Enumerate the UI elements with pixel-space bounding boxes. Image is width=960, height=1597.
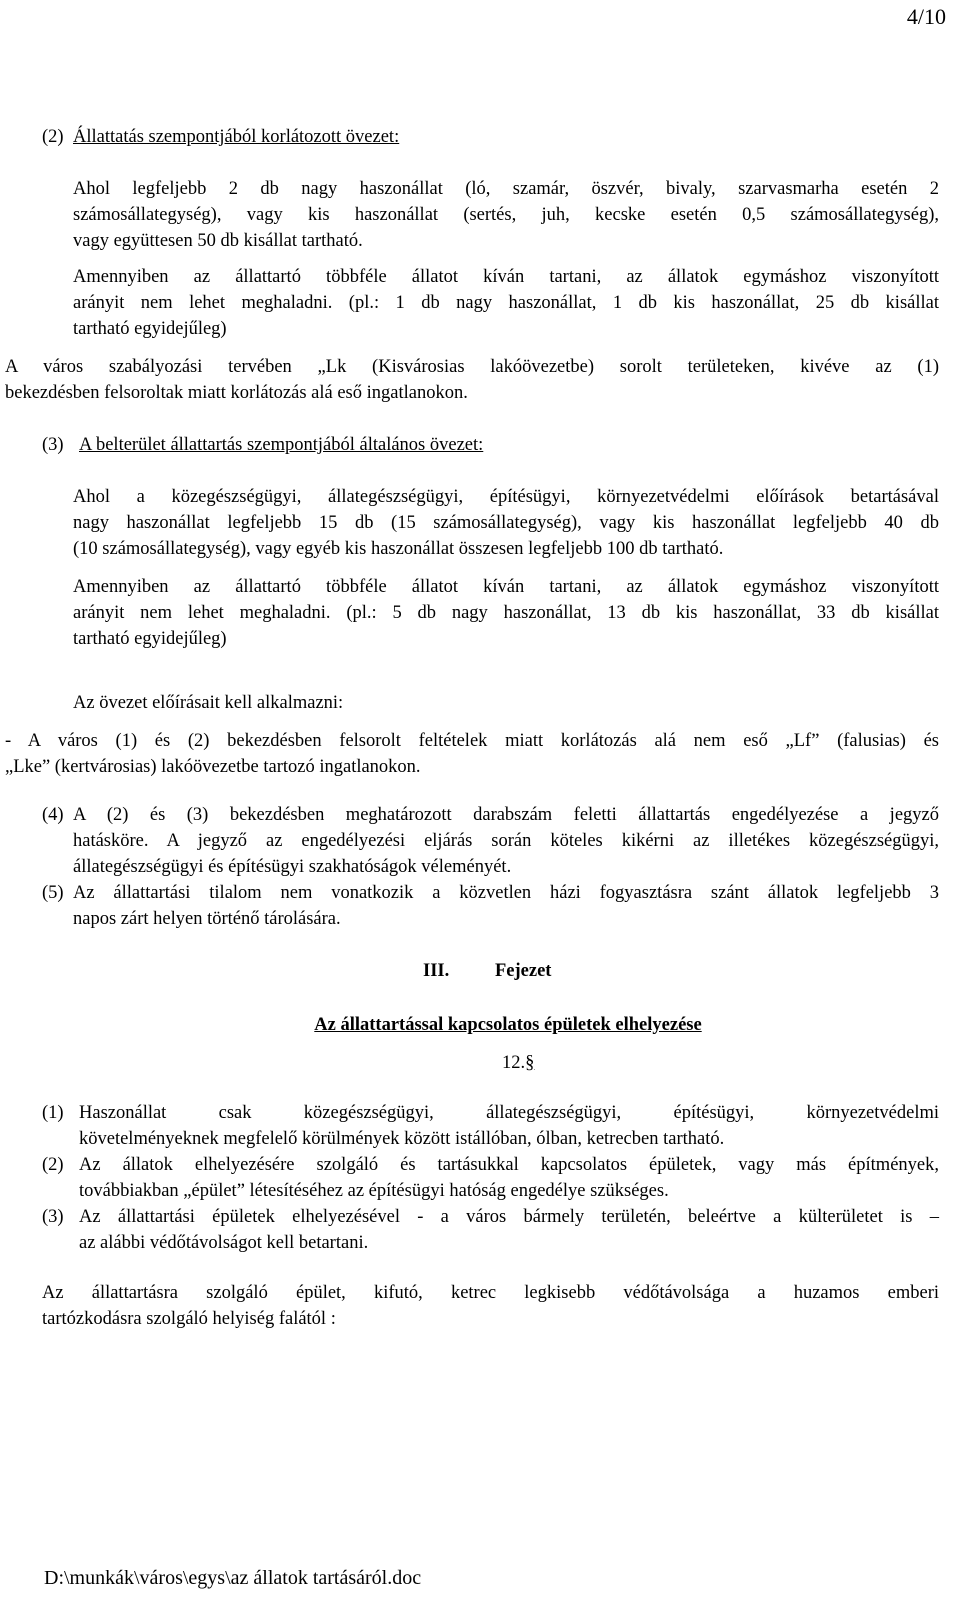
item-1-line-2: követelményeknek megfelelő körülmények között istállóban, ólban, ketrecben tartható. (79, 1129, 725, 1149)
chapter-title: Fejezet (495, 961, 552, 981)
chapter-roman-numeral: III. (423, 961, 450, 981)
section-5-number: (5) (42, 883, 64, 903)
page-number: 4/10 (906, 4, 946, 29)
section-2-p3-line-1: A város szabályozási tervében „Lk (Kisvárosias lakóövezetbe) sorolt területeken, kivéve az (1) (5, 357, 939, 377)
section-3-heading: A belterület állattartás szempontjából általános övezet: (79, 435, 484, 455)
section-3-dash-line-2: „Lke” (kertvárosias) lakóövezetbe tartozó ingatlanokon. (5, 757, 421, 777)
section-5-line-1: Az állattartási tilalom nem vonatkozik a közvetlen házi fogyasztásra szánt állatok legfeljebb 3 (73, 883, 939, 903)
section-3-p1-line-2: nagy haszonállat legfeljebb 15 db (15 számosállategység), vagy kis haszonállat legfeljebb 40 db (73, 513, 939, 533)
section-3-p2-line-3: tartható egyidejűleg) (73, 629, 227, 649)
section-2-p3-line-2: bekezdésben felsoroltak miatt korlátozás alá eső ingatlanokon. (5, 383, 468, 403)
section-2-p2-line-1: Amennyiben az állattartó többféle állatot kíván tartani, az állatok egymáshoz viszonyított (73, 267, 939, 287)
section-2-p1-line-3: vagy együttesen 50 db kisállat tartható. (73, 231, 363, 251)
section-3-apply-heading: Az övezet előírásait kell alkalmazni: (73, 693, 344, 713)
section-2-p1-line-1: Ahol legfeljebb 2 db nagy haszonállat (ló, szamár, öszvér, bivaly, szarvasmarha esetén 2 (73, 179, 939, 199)
section-4-number: (4) (42, 805, 64, 825)
section-2-p1-line-2: számosállategység), vagy kis haszonállat (sertés, juh, kecske esetén 0,5 számosállategység), (73, 205, 939, 225)
section-3-number: (3) (42, 435, 64, 455)
section-2-number: (2) (42, 127, 64, 147)
section-2-p2-line-3: tartható egyidejűleg) (73, 319, 227, 339)
paragraph-number (502, 1050, 534, 1076)
item-3-number: (3) (42, 1207, 64, 1227)
section-2-p2-line-2: arányit nem lehet meghaladni. (pl.: 1 db nagy haszonállat, 1 db kis haszonállat, 25 db kisállat (73, 293, 939, 313)
section-3-p1-line-3: (10 számosállategység), vagy egyéb kis haszonállat összesen legfeljebb 100 db tartható. (73, 539, 724, 559)
closing-line-2: tartózkodásra szolgáló helyiség falától : (42, 1309, 336, 1329)
item-2-number: (2) (42, 1155, 64, 1175)
item-1-line-1: Haszonállat csak közegészségügyi, állategészségügyi, építésügyi, környezetvédelmi (79, 1103, 939, 1123)
section-3-p2-line-1: Amennyiben az állattartó többféle állatot kíván tartani, az állatok egymáshoz viszonyított (73, 577, 939, 597)
section-2-heading: Állattatás szempontjából korlátozott övezet: (73, 127, 400, 147)
item-1-number: (1) (42, 1103, 64, 1123)
section-3-p1-line-1: Ahol a közegészségügyi, állategészségügyi, építésügyi, környezetvédelmi előírások betartásával (73, 487, 939, 507)
paragraph-number-value: 12. (502, 1053, 526, 1073)
section-4-line-3: állategészségügyi és építésügyi szakhatóságok véleményét. (73, 857, 512, 877)
closing-line-1: Az állattartásra szolgáló épület, kifutó, ketrec legkisebb védőtávolsága a huzamos emberi (42, 1283, 939, 1303)
section-4-line-1: A (2) és (3) bekezdésben meghatározott darabszám feletti állattartás engedélyezése a jegyző (73, 805, 939, 825)
item-2-line-1: Az állatok elhelyezésére szolgáló és tartásukkal kapcsolatos épületek, vagy más építmények, (79, 1155, 939, 1175)
section-3-p2-line-2: arányit nem lehet meghaladni. (pl.: 5 db nagy haszonállat, 13 db kis haszonállat, 33 db kisállat (73, 603, 939, 623)
section-4-line-2: hatásköre. A jegyző az engedélyezési eljárás során köteles kikérni az illetékes közegészségügyi, (73, 831, 939, 851)
section-3-dash-line-1: - A város (1) és (2) bekezdésben felsorolt feltételek miatt korlátozás alá nem eső „Lf” (falusias) és (5, 731, 939, 751)
item-3-line-1: Az állattartási épületek elhelyezésével - a város bármely területén, beleértve a külterületet is – (79, 1207, 939, 1227)
footer-file-path: D:\munkák\város\egys\az állatok tartásáról.doc (44, 1567, 422, 1589)
item-2-line-2: továbbiakban „épület” létesítéséhez az építésügyi hatóság engedélye szükséges. (79, 1181, 669, 1201)
item-3-line-2: az alábbi védőtávolságot kell betartani. (79, 1233, 369, 1253)
paragraph-sign: § (525, 1053, 535, 1073)
section-5-line-2: napos zárt helyen történő tárolására. (73, 909, 341, 929)
chapter-subtitle: Az állattartással kapcsolatos épületek elhelyezése (314, 1015, 702, 1035)
